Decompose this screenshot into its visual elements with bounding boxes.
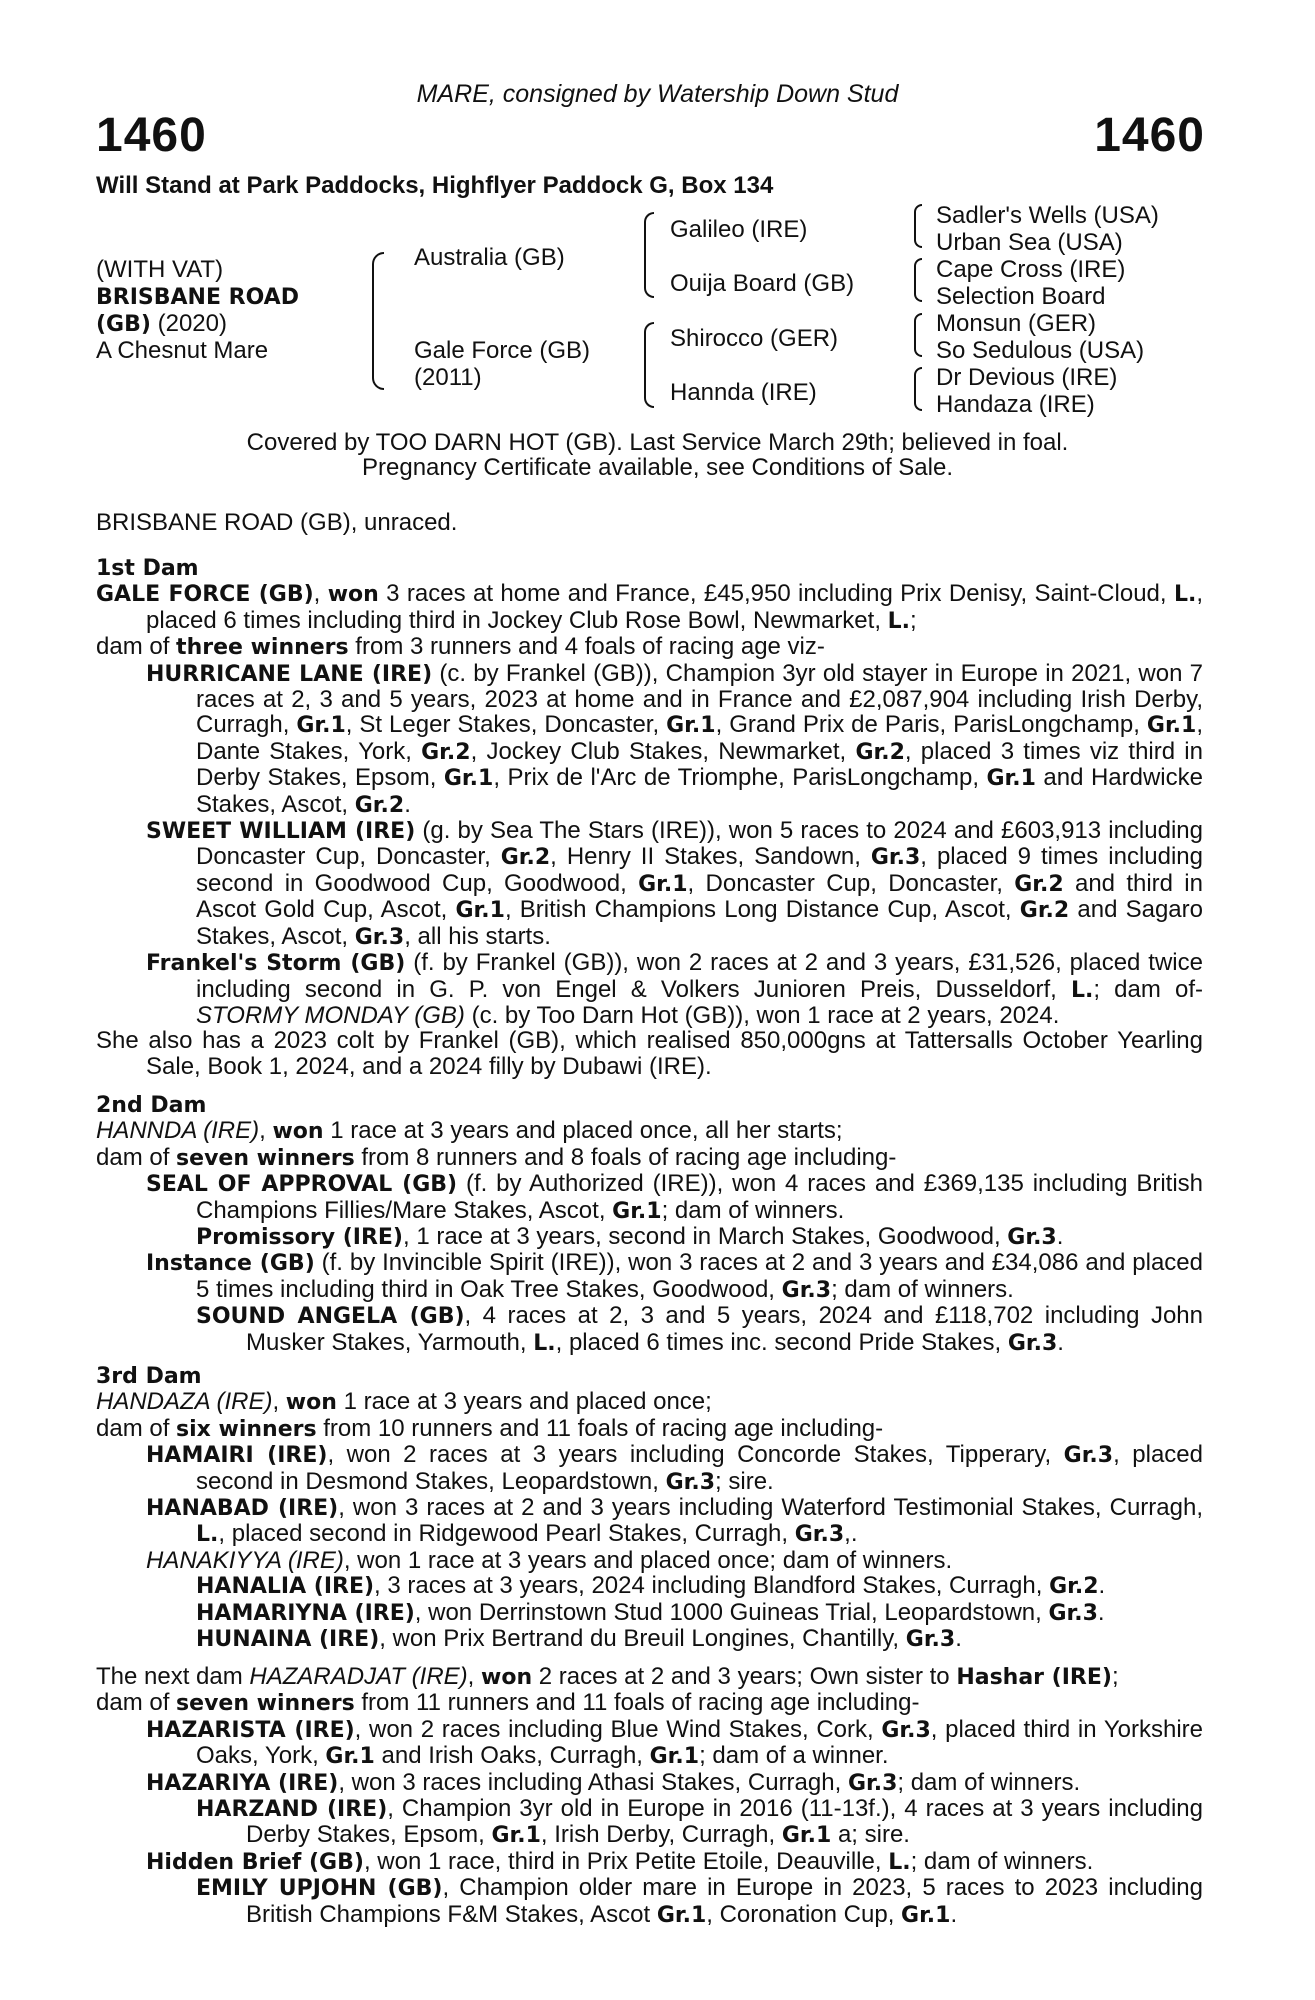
ggp-7: Dr Devious (IRE) (936, 364, 1118, 391)
next-dam-section (96, 1664, 1203, 1928)
produce-sound-angela: SOUND ANGELA (GB), 4 races at 2, 3 and 5 years, 2024 and £118,702 including John Musker Stakes, Yarmouth, L., placed 6 times inc. second Pride Stakes, Gr.3. (196, 1302, 1203, 1356)
produce-harzand: HARZAND (IRE), Champion 3yr old in Europe in 2016 (11-13f.), 4 races at 3 years including Derby Stakes, Epsom, Gr.1, Irish Derby, Curragh, Gr.1 a; sire. (196, 1795, 1203, 1849)
dam: Gale Force (GB) (414, 337, 591, 364)
sire-dam: Ouija Board (GB) (670, 270, 855, 297)
stand-location: Will Stand at Park Paddocks, Highflyer Paddock G, Box 134 (96, 172, 774, 199)
unraced-note: BRISBANE ROAD (GB), unraced. (96, 509, 458, 536)
dam-sire: Shirocco (GER) (670, 325, 839, 352)
produce-emily-upjohn: EMILY UPJOHN (GB), Champion older mare in Europe in 2023, 5 races to 2023 including British Champions F&M Stakes, Ascot Gr.1, Coronation Cup, Gr.1. (196, 1874, 1203, 1928)
produce-frankels-storm: Frankel's Storm (GB) (f. by Frankel (GB)), won 2 races at 2 and 3 years, £31,526, placed twice including second in G. P. von Engel & Volkers Junioren Preis, Dusseldorf, L.; dam of- STORMY MONDAY (GB) (c. by Too Darn Hot (GB)), won 1 race at 2 years, 2024. (146, 949, 1203, 1029)
produce-hunaina: HUNAINA (IRE), won Prix Bertrand du Breuil Longines, Chantilly, Gr.3. (196, 1625, 962, 1653)
horse-name-text: BRISBANE ROAD (96, 285, 299, 310)
ggp-5: Monsun (GER) (936, 310, 1097, 337)
first-dam-produce: dam of three winners from 3 runners and 4 foals of racing age viz- (96, 633, 825, 661)
ggp-6: So Sedulous (USA) (936, 337, 1145, 364)
pedigree-brace-ggp1 (914, 204, 922, 248)
ggp-8: Handaza (IRE) (936, 391, 1095, 418)
produce-hamairi: HAMAIRI (IRE), won 2 races at 3 years including Concorde Stakes, Tipperary, Gr.3, placed second in Desmond Stakes, Leopardstown, Gr.3; sire. (146, 1441, 1203, 1495)
produce-hazarista: HAZARISTA (IRE), won 2 races including Blue Wind Stakes, Cork, Gr.3, placed third in Yorkshire Oaks, York, Gr.1 and Irish Oaks, Curragh, Gr.1; dam of a winner. (146, 1715, 1203, 1770)
produce-hurricane-lane: HURRICANE LANE (IRE) (c. by Frankel (GB)), Champion 3yr old stayer in Europe in 2021, won 7 races at 2, 3 and 5 years, 2023 at home and in France and £2,087,904 including Irish Derby, Curragh, Gr.1, St Leger Stakes, Doncaster, Gr.1, Grand Prix de Paris, ParisLongchamp, Gr.1, Dante Stakes, York, Gr.2, Jockey Club Stakes, Newmarket, Gr.2, placed 3 times viz third in Derby Stakes, Epsom, Gr.1, Prix de l'Arc de Triomphe, ParisLongchamp, Gr.1 and Hardwicke Stakes, Ascot, Gr.2. (146, 659, 1203, 818)
produce-promissory: Promissory (IRE), 1 race at 3 years, second in March Stakes, Goodwood, Gr.3. (196, 1223, 1064, 1251)
produce-hanabad: HANABAD (IRE), won 3 races at 2 and 3 years including Waterford Testimonial Stakes, Curragh, L., placed second in Ridgewood Pearl Stakes, Curragh, Gr.3,. (146, 1494, 1203, 1548)
first-dam-section (96, 556, 1203, 1079)
third-dam-section (96, 1364, 1203, 1652)
horse-name (96, 283, 299, 311)
second-dam-section (96, 1093, 1203, 1356)
consignor-line: MARE, consigned by Watership Down Stud (416, 80, 899, 108)
dam-year: (2011) (414, 364, 482, 391)
horse-description: A Chesnut Mare (96, 337, 269, 364)
produce-hazariya: HAZARIYA (IRE), won 3 races including Athasi Stakes, Curragh, Gr.3; dam of winners. (146, 1768, 1081, 1796)
sire: Australia (GB) (414, 244, 565, 271)
produce-hanalia: HANALIA (IRE), 3 races at 3 years, 2024 including Blandford Stakes, Curragh, Gr.2. (196, 1572, 1106, 1600)
ggp-1: Sadler's Wells (USA) (936, 202, 1159, 229)
pedigree-brace-ggp4 (914, 367, 922, 411)
ggp-4: Selection Board (936, 283, 1106, 310)
dam-dam: Hannda (IRE) (670, 379, 817, 406)
pedigree-brace-main (372, 252, 384, 390)
produce-hidden-brief: Hidden Brief (GB), won 1 race, third in Prix Petite Etoile, Deauville, L.; dam of winners. (146, 1847, 1094, 1875)
produce-hanakiyya: HANAKIYYA (IRE), won 1 race at 3 years and placed once; dam of winners. (146, 1546, 953, 1574)
third-dam-record: HANDAZA (IRE), won 1 race at 3 years and placed once; (96, 1388, 712, 1416)
first-dam-record: GALE FORCE (GB), won 3 races at home and France, £45,950 including Prix Denisy, Saint-Cloud, L., placed 6 times including third in Jockey Club Rose Bowl, Newmarket, L.; (96, 580, 1203, 634)
covered-line-1: Covered by TOO DARN HOT (GB). Last Service March 29th; believed in foal. (246, 429, 1069, 456)
pedigree-brace-ggp3 (914, 313, 922, 357)
horse-country: (GB) (96, 312, 151, 337)
pedigree-brace-sire (644, 212, 654, 298)
lot-number-left: 1460 (96, 109, 207, 162)
ggp-3: Cape Cross (IRE) (936, 256, 1126, 283)
third-dam-produce: dam of six winners from 10 runners and 11 foals of racing age including- (96, 1414, 884, 1442)
second-dam-heading: 2nd Dam (96, 1093, 207, 1118)
second-dam-produce: dam of seven winners from 8 runners and 8 foals of racing age including- (96, 1143, 897, 1171)
vat-note: (WITH VAT) (96, 256, 224, 283)
next-dam-produce: dam of seven winners from 11 runners and 11 foals of racing age including- (96, 1689, 920, 1717)
horse-year: (2020) (150, 310, 227, 337)
produce-instance: Instance (GB) (f. by Invincible Spirit (IRE)), won 3 races at 2 and 3 years and £34,086 and placed 5 times including third in Oak Tree Stakes, Goodwood, Gr.3; dam of winners. (146, 1249, 1203, 1303)
lot-number-right: 1460 (1094, 109, 1205, 162)
produce-sweet-william: SWEET WILLIAM (IRE) (g. by Sea The Stars (IRE)), won 5 races to 2024 and £603,913 including Doncaster Cup, Doncaster, Gr.2, Henry II Stakes, Sandown, Gr.3, placed 9 times including second in Goodwood Cup, Goodwood, Gr.1, Doncaster Cup, Doncaster, Gr.2 and third in Ascot Gold Cup, Ascot, Gr.1, British Champions Long Distance Cup, Ascot, Gr.2 and Sagaro Stakes, Ascot, Gr.3, all his starts. (146, 817, 1204, 950)
produce-hamariyna: HAMARIYNA (IRE), won Derrinstown Stud 1000 Guineas Trial, Leopardstown, Gr.3. (196, 1598, 1105, 1626)
next-dam-record: The next dam HAZARADJAT (IRE), won 2 races at 2 and 3 years; Own sister to Hashar (IRE); (96, 1663, 1119, 1690)
sire-sire: Galileo (IRE) (670, 216, 808, 243)
third-dam-heading: 3rd Dam (96, 1364, 202, 1389)
covered-line-2: Pregnancy Certificate available, see Conditions of Sale. (362, 454, 953, 481)
first-dam-heading: 1st Dam (96, 556, 199, 581)
ggp-2: Urban Sea (USA) (936, 229, 1123, 256)
pedigree-brace-dam (644, 322, 654, 408)
horse-country-year (96, 310, 227, 338)
first-dam-also: She also has a 2023 colt by Frankel (GB), which realised 850,000gns at Tattersalls October Yearling Sale, Book 1, 2024, and a 2024 filly by Dubawi (IRE). (96, 1027, 1203, 1080)
second-dam-record: HANNDA (IRE), won 1 race at 3 years and placed once, all her starts; (96, 1117, 843, 1145)
produce-seal-of-approval: SEAL OF APPROVAL (GB) (f. by Authorized (IRE)), won 4 races and £369,135 including British Champions Fillies/Mare Stakes, Ascot, Gr.1; dam of winners. (146, 1170, 1203, 1224)
pedigree-brace-ggp2 (914, 258, 922, 302)
covered-note (0, 430, 1315, 480)
